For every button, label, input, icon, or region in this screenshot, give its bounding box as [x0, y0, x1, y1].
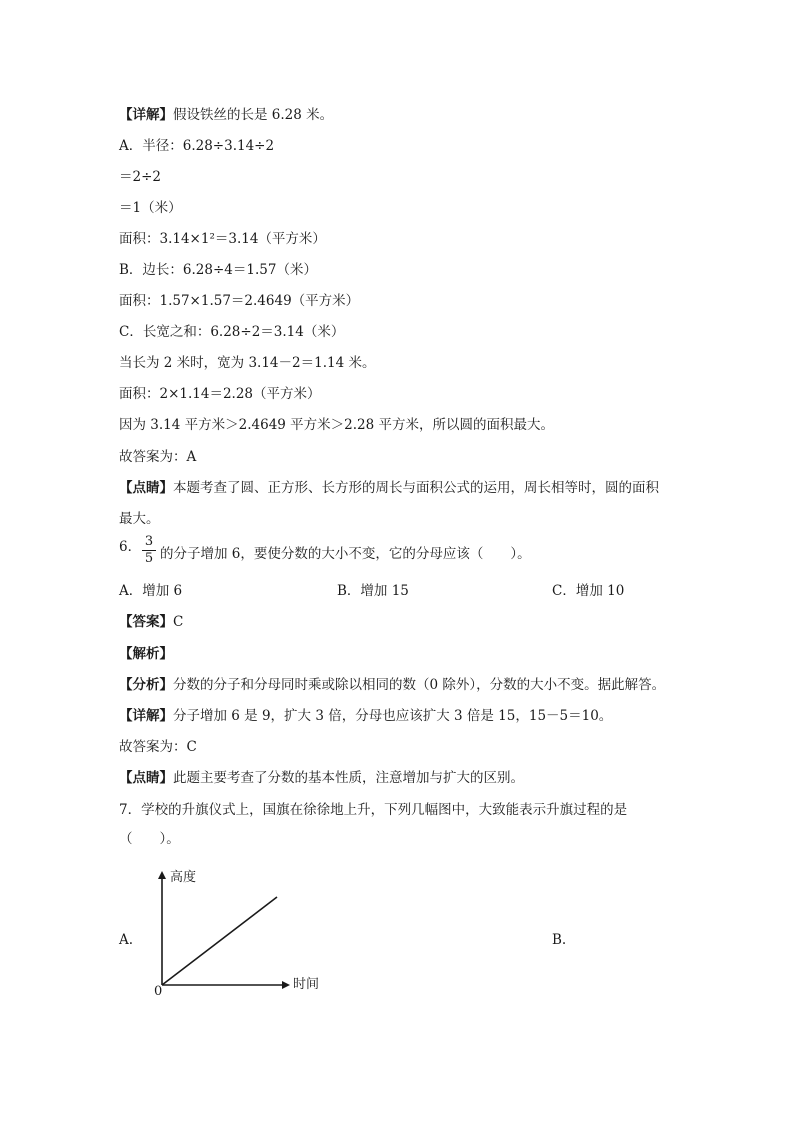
series-line — [162, 897, 277, 985]
solution-text: B．边长：6.28÷4＝1.57（米） — [119, 262, 317, 278]
solution-text: 最大。 — [119, 511, 160, 527]
solution-text: A．半径：6.28÷3.14÷2 — [119, 138, 275, 154]
q6-number: 6． — [119, 539, 142, 555]
fenxi-tag: 【分析】 — [119, 677, 173, 693]
q6-stem: 的分子增加 6，要使分数的大小不变，它的分母应该（ ）。 — [160, 546, 531, 562]
solution-text: ＝1（米） — [119, 200, 182, 216]
solution-text: 因为 3.14 平方米＞2.4649 平方米＞2.28 平方米，所以圆的面积最大。 — [119, 417, 555, 433]
q6-option-a: A．增加 6 — [119, 583, 183, 599]
fraction-denominator: 5 — [144, 551, 154, 566]
xiangjie-tag: 【详解】 — [119, 708, 173, 724]
xiangjie-text: 分子增加 6 是 9，扩大 3 倍，分母也应该扩大 3 倍是 15，15－5＝10。 — [173, 708, 613, 724]
solution-text: 当长为 2 米时，宽为 3.14－2＝1.14 米。 — [119, 355, 376, 371]
q7-option-b-label: B. — [552, 932, 567, 948]
chart-xlabel: 时间 — [293, 977, 320, 992]
solution-text: 假设铁丝的长是 6.28 米。 — [173, 107, 334, 123]
solution-text: 故答案为：A — [119, 449, 197, 465]
answer-value: C — [173, 614, 184, 630]
fraction-numerator: 3 — [142, 534, 156, 551]
section-tag: 【点睛】 — [119, 480, 173, 496]
solution-text: 面积：2×1.14＝2.28（平方米） — [119, 386, 321, 402]
chart-ylabel: 高度 — [170, 870, 197, 885]
dianjing-tag: 【点睛】 — [119, 770, 173, 786]
q6-option-b: B．增加 15 — [337, 583, 409, 599]
q6-conclusion: 故答案为：C — [119, 739, 197, 755]
y-axis-arrow — [158, 871, 166, 879]
q6-option-c: C．增加 10 — [552, 583, 625, 599]
q6-analysis-tag: 【解析】 — [119, 646, 173, 662]
solution-text: C．长宽之和：6.28÷2＝3.14（米） — [119, 324, 345, 340]
solution-text: 面积：1.57×1.57＝2.4649（平方米） — [119, 293, 360, 309]
chart-origin-label: 0 — [154, 984, 163, 999]
dianjing-text: 此题主要考查了分数的基本性质，注意增加与扩大的区别。 — [173, 770, 524, 786]
fenxi-text: 分数的分子和分母同时乘或除以相同的数（0 除外），分数的大小不变。据此解答。 — [173, 677, 666, 693]
answer-tag: 【答案】 — [119, 614, 173, 630]
solution-text: 面积：3.14×1²＝3.14（平方米） — [119, 231, 326, 247]
section-tag: 【详解】 — [119, 107, 173, 123]
solution-text: ＝2÷2 — [119, 169, 161, 185]
x-axis-arrow — [282, 981, 290, 989]
q7-option-a-label: A. — [119, 932, 134, 948]
q7-stem-line1: 7．学校的升旗仪式上，国旗在徐徐地上升，下列几幅图中，大致能表示升旗过程的是 — [119, 802, 628, 818]
q7-stem-line2: （ ）。 — [119, 831, 180, 847]
solution-text: 本题考查了圆、正方形、长方形的周长与面积公式的运用，周长相等时，圆的面积 — [173, 480, 659, 496]
